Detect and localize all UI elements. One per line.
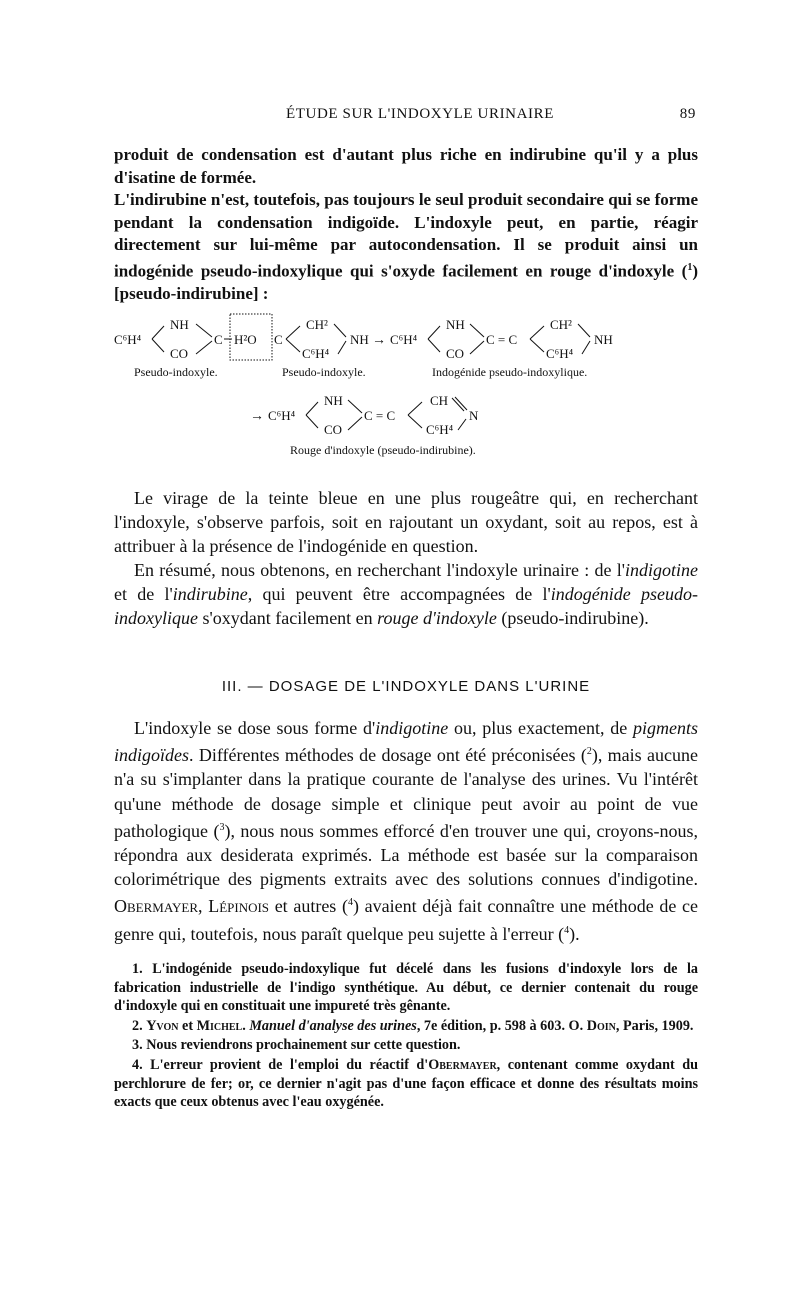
p4-b: ou, plus exactement, de [448, 718, 633, 738]
page-number: 89 [679, 106, 696, 122]
formula-c6h4-3: C⁶H⁴ [390, 332, 418, 347]
caption-pseudo-indoxyle-2: Pseudo-indoxyle. [282, 365, 366, 379]
fn2-c: . [242, 1017, 250, 1034]
author-lepinois: Lépinois [208, 896, 270, 917]
formula-nh-4: NH [594, 332, 613, 347]
footnotes [114, 960, 698, 1113]
caption-indogenide: Indogénide pseudo-indoxylique. [432, 365, 588, 379]
fn2-doin: Doin [586, 1017, 616, 1034]
running-header [114, 106, 698, 128]
chemical-formula [114, 308, 698, 458]
formula-co-3: CO [324, 422, 343, 437]
p4-i: ). [569, 923, 580, 944]
fn2-b: et [178, 1017, 197, 1034]
formula-c-1: C [214, 332, 223, 347]
arrow-1: → [372, 333, 386, 348]
fn2-a: 2. [132, 1017, 147, 1034]
p4-indigotine: indigotine [375, 718, 449, 738]
paragraph-3-c: , qui peuvent être accompagnées de l' [247, 584, 551, 605]
formula-h2o: H²O [234, 332, 257, 347]
p4-a: L'indoxyle se dose sous forme d' [134, 718, 376, 738]
fn4-b: , contenant comme oxydant du perchlorure de fer; or, ce dernier n'agit pas d'une façon efficace et donne des résultats moins exacts que ceux obtenus avec l'eau oxygénée. [114, 1056, 698, 1111]
footnote-ref-1: 1 [687, 261, 693, 273]
formula-c6h4-2: C⁶H⁴ [302, 346, 330, 361]
p4-d: ), mais aucune n'a su s'implanter dans la pratique courante de l'analyse des urines. Vu l'intérêt qu'une méthode de dosage simple et clinique peut avoir au point de vue pathologique ( [114, 745, 698, 841]
paragraph-1-end: ) [pseudo-indirubine] : [114, 261, 698, 304]
fn2-michel: Michel [196, 1017, 243, 1034]
formula-c6h4-4: C⁶H⁴ [546, 346, 574, 361]
author-obermayer: Obermayer [114, 896, 199, 917]
paragraph-1-line1: produit de condensation est d'autant plus riche en indirubine qu'il y a plus d'isatine de formée. [114, 145, 698, 187]
fn2-yvon: Yvon [146, 1017, 179, 1034]
p4-g: et autres ( [269, 896, 348, 917]
p4-f: , [198, 896, 209, 917]
fn2-d: , 7e édition, p. 598 à 603. O. [416, 1017, 587, 1034]
fn2-book-title: Manuel d'analyse des urines [249, 1017, 417, 1034]
formula-c-2: C [274, 332, 283, 347]
footnote-3: 3. Nous reviendrons prochainement sur cette question. [132, 1037, 461, 1054]
formula-diagram [114, 308, 698, 458]
p4-c: . Différentes méthodes de dosage ont été préconisées ( [189, 745, 587, 766]
footnote-2 [114, 1017, 698, 1036]
fn2-e: , Paris, 1909. [615, 1017, 694, 1034]
formula-ch2-2: CH² [550, 317, 572, 332]
formula-c6h4-5: C⁶H⁴ [268, 408, 296, 423]
section-heading: III. — DOSAGE DE L'INDOXYLE DANS L'URINE [221, 678, 591, 695]
p4-e: ), nous nous sommes efforcé d'en trouver une qui, croyons-nous, répondra aux desiderata exprimés. La méthode est basée sur la comparaison colorimétrique des pigments extraits avec des solutions connues d'indigotine. [114, 820, 698, 890]
formula-ch2-1: CH² [306, 317, 328, 332]
formula-nh-3: NH [446, 317, 465, 332]
formula-co-1: CO [170, 346, 189, 361]
paragraph-2 [114, 486, 698, 559]
formula-eq-1: C = C [486, 332, 518, 347]
term-indirubine: indirubine [172, 584, 248, 605]
paragraph-3-e: (pseudo-indirubine). [496, 608, 649, 629]
formula-nh-5: NH [324, 393, 343, 408]
footnote-ref-4b: 4 [564, 924, 570, 936]
caption-pseudo-indoxyle-1: Pseudo-indoxyle. [134, 365, 218, 379]
term-rouge-indoxyle: rouge d'indoxyle [377, 608, 497, 629]
paragraph-3-d: s'oxydant facilement en [197, 608, 378, 629]
footnote-ref-2: 2 [586, 746, 592, 758]
footnote-1: 1. L'indogénide pseudo-indoxylique fut décelé dans les fusions d'indoxyle lors de la fabrication industrielle de l'indigo synthétique. Au début, ce dernier contenait du rouge d'indoxyle qui en constituait une impureté très gênante. [114, 961, 698, 1015]
p4-pigments: pigments indigoïdes [114, 718, 698, 766]
formula-co-2: CO [446, 346, 465, 361]
paragraph-1-line2: L'indirubine n'est, toutefois, pas toujours le seul produit secondaire qui se forme pendant la condensation indigoïde. L'indoxyle peut, en partie, réagir directement sur lui-même par autocondensation. Il se produit ainsi un indogénide pseudo-indoxylique qui s'oxyde facilement en rouge d'indoxyle ( [114, 190, 698, 281]
fn4-a: 4. L'erreur provient de l'emploi du réactif d' [132, 1056, 429, 1073]
formula-c6h4-6: C⁶H⁴ [426, 422, 454, 437]
paragraph-3-a: En résumé, nous obtenons, en recherchant l'indoxyle urinaire : de l' [134, 560, 625, 580]
footnote-4 [114, 1056, 698, 1112]
paragraph-3 [114, 558, 698, 631]
formula-eq-2: C = C [364, 408, 396, 423]
formula-nh-2: NH [350, 332, 369, 347]
paragraph-4 [114, 716, 698, 946]
formula-n: N [469, 408, 479, 423]
paragraph-1 [114, 144, 698, 306]
paragraph-2-text1: Le virage de la teinte bleue en une plus rougeâtre qui, en recherchant l'indoxyle, s'observe parfois, soit en rajoutant un oxydant, soit au repos, est à attribuer à la présence de l'indogénide en question. [114, 488, 698, 557]
p4-h: ) avaient déjà fait connaître une méthode de ce genre qui, toutefois, nous paraît quelque peu sujette à l'erreur ( [114, 896, 698, 944]
arrow-2: → [250, 409, 264, 424]
fn4-obermayer: Obermayer [428, 1056, 497, 1073]
footnote-ref-3: 3 [219, 821, 225, 833]
formula-c6h4-1: C⁶H⁴ [114, 332, 142, 347]
term-indigotine: indigotine [625, 560, 698, 580]
running-title: ÉTUDE SUR L'INDOXYLE URINAIRE [286, 106, 554, 122]
footnote-ref-4a: 4 [347, 897, 353, 909]
formula-ch: CH [430, 393, 449, 408]
caption-rouge-indoxyle: Rouge d'indoxyle (pseudo-indirubine). [290, 443, 476, 457]
book-page [114, 0, 698, 1311]
formula-nh-1: NH [170, 317, 189, 332]
paragraph-3-b: et de l' [114, 584, 173, 605]
term-indogenide: indogénide pseudo-indoxylique [114, 584, 698, 629]
